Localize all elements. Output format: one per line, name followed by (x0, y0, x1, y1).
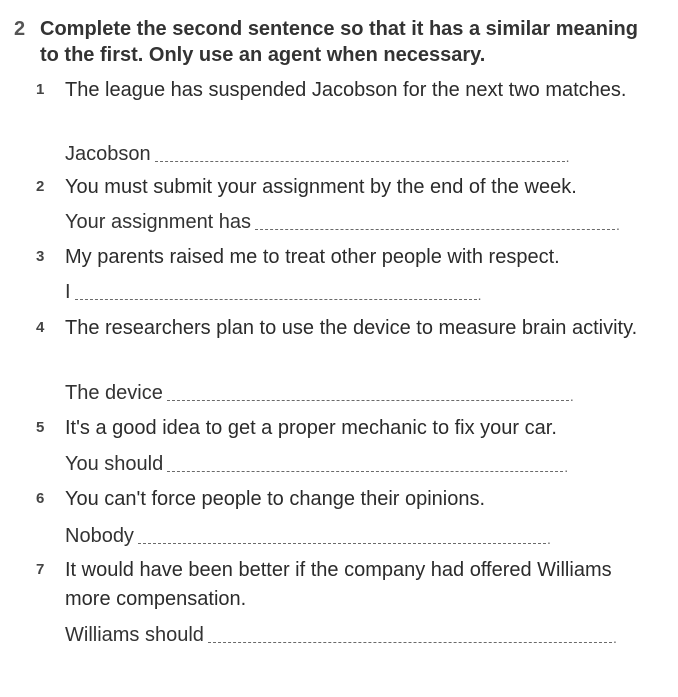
item-sentence: It's a good idea to get a proper mechanic to fix your car. (65, 417, 557, 439)
answer-end-mark: . (616, 217, 620, 233)
answer-end-mark: . (477, 287, 482, 303)
item-sentence: You must submit your assignment by the end of the week. (65, 176, 577, 198)
answer-end-mark: . (565, 149, 570, 165)
answer-prompt: I (65, 281, 71, 303)
answer-row (65, 378, 574, 406)
answer-row (65, 139, 570, 167)
item-number: 2 (36, 178, 45, 195)
answer-row (65, 620, 617, 648)
item-number: 5 (36, 419, 45, 436)
answer-blank[interactable] (155, 161, 565, 162)
answer-blank[interactable] (208, 642, 612, 643)
item-number: 1 (36, 81, 45, 98)
answer-row (65, 521, 551, 549)
answer-prompt: Williams should (65, 624, 204, 646)
answer-blank[interactable] (138, 543, 546, 544)
answer-row (65, 207, 620, 235)
item-sentence: The league has suspended Jacobson for the next two matches. (65, 79, 627, 101)
item-sentence: It would have been better if the company had offered Williams more compensation. (65, 559, 612, 610)
answer-blank[interactable] (75, 299, 477, 300)
answer-end-mark: . (546, 531, 551, 547)
exercise-number: 2 (14, 18, 26, 40)
answer-end-mark: . (569, 388, 574, 404)
answer-prompt: The device (65, 382, 163, 404)
item-number: 4 (36, 319, 45, 336)
item-number: 3 (36, 248, 45, 265)
exercise-instruction: Complete the second sentence so that it has a similar meaning to the first. Only use an agent when necessary. (40, 18, 638, 66)
item-sentence: My parents raised me to treat other people with respect. (65, 246, 560, 268)
answer-blank[interactable] (167, 400, 569, 401)
item-sentence: The researchers plan to use the device to measure brain activity. (65, 317, 638, 339)
answer-prompt: You should (65, 453, 164, 475)
item-number: 7 (36, 561, 45, 578)
answer-prompt: Your assignment has (65, 211, 252, 233)
item-number: 6 (36, 490, 45, 507)
answer-prompt: Nobody (65, 525, 134, 547)
answer-end-mark: . (612, 630, 617, 646)
answer-row (65, 449, 568, 477)
answer-row (65, 277, 481, 305)
item-sentence: You can't force people to change their opinions. (65, 488, 486, 510)
answer-end-mark: . (564, 459, 569, 475)
answer-blank[interactable] (255, 229, 615, 230)
answer-blank[interactable] (167, 471, 563, 472)
answer-prompt: Jacobson (65, 143, 151, 165)
